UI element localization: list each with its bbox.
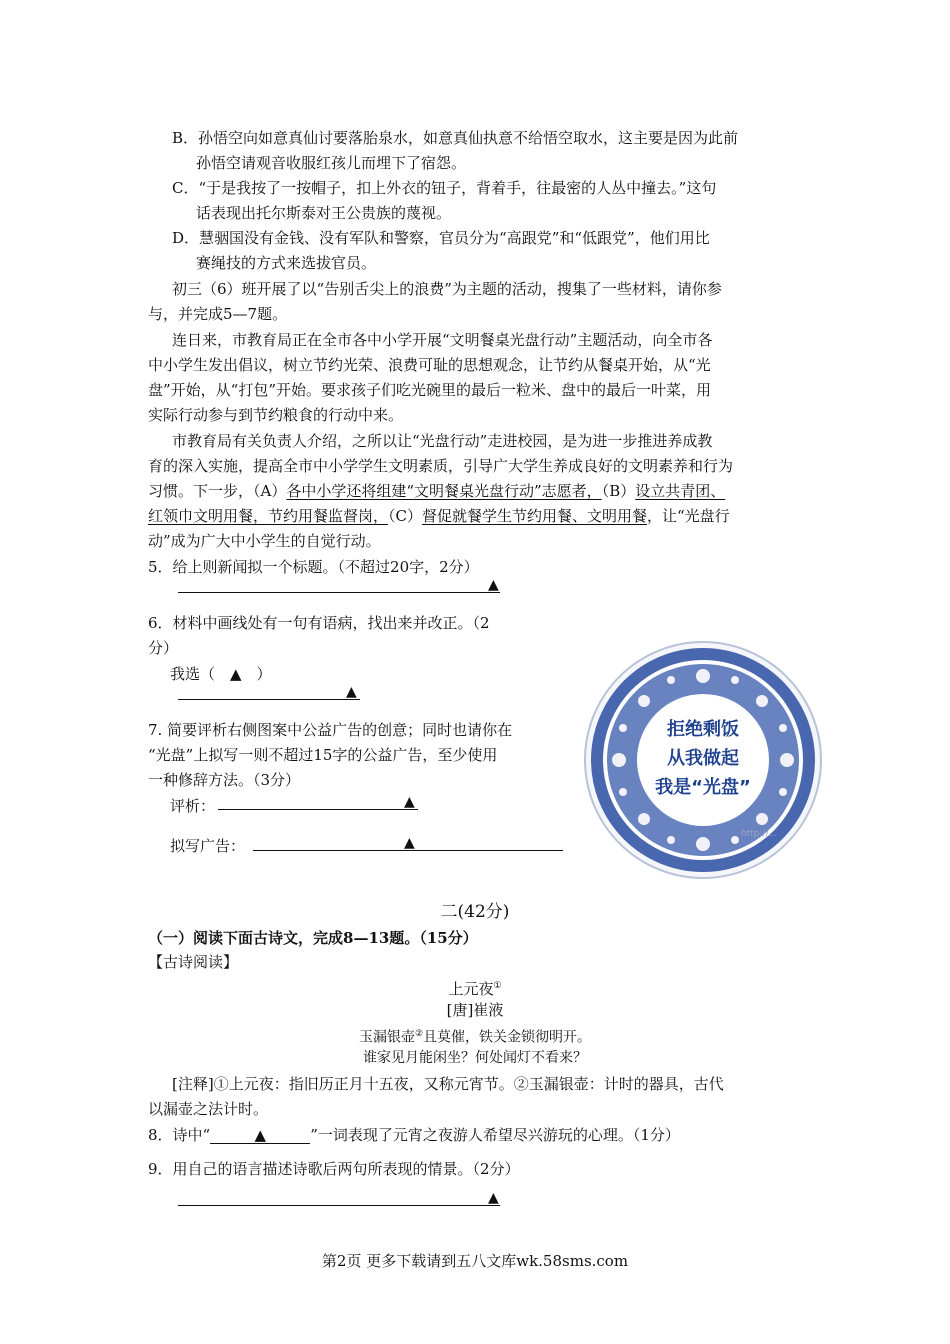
question-6-choose: 我选（ ▲ ） xyxy=(170,665,272,683)
page-footer: 第2页 更多下载请到五八文库wk.58sms.com xyxy=(321,1252,629,1270)
poem-text: 且莫催，铁关金锁彻明开。 xyxy=(423,1029,592,1046)
answer-blank-6[interactable] xyxy=(178,699,360,700)
option-c-line1: C．“于是我按了一按帽子，扣上外衣的钮子，背着手，往最密的人丛中撞去。”这句 xyxy=(172,179,717,197)
triangle-icon: ▲ xyxy=(254,1126,266,1144)
news-line-7 xyxy=(148,481,725,501)
option-d-line1: D．慧骃国没有金钱、没有军队和警察，官员分为“高跟党”和“低跟党”，他们用比 xyxy=(172,229,710,247)
q8-text: ”一词表现了元宵之夜游人希望尽兴游玩的心理。（1分） xyxy=(310,1126,680,1144)
triangle-icon: ▲ xyxy=(488,1190,499,1206)
answer-blank-8[interactable] xyxy=(210,1127,310,1144)
underlined-c: 督促就餐学生节约用餐、文明用餐 xyxy=(422,507,648,525)
poem-text: 玉漏银壶 xyxy=(358,1029,415,1046)
news-text: （B） xyxy=(601,482,636,500)
plate-text-2: 从我做起 xyxy=(667,748,739,769)
news-line: 动”成为广大中小学生的自觉行动。 xyxy=(148,532,381,550)
news-text: ，让“光盘行 xyxy=(647,507,730,525)
news-line: 市教育局有关负责人介绍，之所以让“光盘行动”走进校园，是为进一步推进养成教 xyxy=(172,432,713,450)
poem-line-1 xyxy=(0,1024,950,1048)
poem-title-note: ① xyxy=(493,981,502,991)
blue-white-plate-illustration xyxy=(583,640,823,880)
triangle-icon: ▲ xyxy=(488,577,499,593)
plate-watermark: http://... xyxy=(740,829,778,839)
poem-line-2: 谁家见月能闲坐？何处闻灯不看来？ xyxy=(363,1050,587,1066)
news-line: 育的深入实施，提高全市中小学学生文明素质，引导广大学生养成良好的文明素养和行为 xyxy=(148,457,734,475)
poem-title-text: 上元夜 xyxy=(448,980,494,998)
section-2-sub: （一）阅读下面古诗文，完成8—13题。（15分） xyxy=(148,929,478,947)
q8-text: 8．诗中“ xyxy=(148,1126,211,1144)
underlined-b-cont: 红领巾文明用餐，节约用餐监督岗， xyxy=(148,507,389,525)
question-5: 5．给上则新闻拟一个标题。（不超过20字，2分） xyxy=(148,558,479,576)
news-text: （C） xyxy=(388,507,422,525)
q7-ad-label: 拟写广告： xyxy=(170,837,246,855)
news-line: 连日来，市教育局正在全市各中小学开展“文明餐桌光盘行动”主题活动，向全市各 xyxy=(172,331,713,349)
question-9: 9．用自己的语言描述诗歌后两句所表现的情景。（2分） xyxy=(148,1160,520,1178)
question-7-line1: 7. 简要评析右侧图案中公益广告的创意；同时也请你在 xyxy=(148,721,513,739)
question-7-line3: 一种修辞方法。（3分） xyxy=(148,771,301,789)
option-d-line2: 赛绳技的方式来选拔官员。 xyxy=(196,254,377,272)
section-2-title: 二(42分) xyxy=(440,902,510,922)
intro-line1: 初三（6）班开展了以“告别舌尖上的浪费”为主题的活动，搜集了一些材料，请你参 xyxy=(172,280,722,298)
answer-blank-7-eval[interactable] xyxy=(218,809,418,810)
question-8 xyxy=(148,1125,680,1145)
triangle-icon: ▲ xyxy=(404,794,415,810)
option-b-line1: B．孙悟空向如意真仙讨要落胎泉水，如意真仙执意不给悟空取水，这主要是因为此前 xyxy=(172,129,739,147)
question-7-line2: “光盘”上拟写一则不超过15字的公益广告，至少使用 xyxy=(148,746,498,764)
triangle-icon: ▲ xyxy=(346,684,357,700)
answer-blank-5[interactable] xyxy=(178,592,500,593)
section-2-tag: 【古诗阅读】 xyxy=(148,953,239,971)
triangle-icon: ▲ xyxy=(404,835,415,851)
option-b-line2: 孙悟空请观音收服红孩儿而埋下了宿怨。 xyxy=(196,154,467,172)
news-line: 中小学生发出倡议，树立节约光荣、浪费可耻的思想观念，让节约从餐桌开始，从“光 xyxy=(148,356,711,374)
answer-blank-9[interactable] xyxy=(178,1205,500,1206)
option-c-line2: 话表现出托尔斯泰对王公贵族的蔑视。 xyxy=(196,204,452,222)
news-line-8 xyxy=(148,506,730,526)
question-6-line1: 6．材料中画线处有一句有语病，找出来并改正。（2 xyxy=(148,614,490,632)
underlined-b: 设立共青团、 xyxy=(635,482,726,500)
news-text: 习惯。下一步，（A） xyxy=(148,482,287,500)
poem-note-mark: ② xyxy=(414,1029,424,1039)
news-line: 盘”开始，从“打包”开始。要求孩子们吃光碗里的最后一粒米、盘中的最后一叶菜，用 xyxy=(148,381,712,399)
poem-author: [唐]崔液 xyxy=(446,1001,504,1019)
plate-text-1: 拒绝剩饭 xyxy=(667,719,739,740)
intro-line2: 与，并完成5—7题。 xyxy=(148,305,288,323)
news-line: 实际行动参与到节约粮食的行动中来。 xyxy=(148,406,404,424)
notes-line2: 以漏壶之法计时。 xyxy=(148,1100,269,1118)
poem-title xyxy=(0,976,950,999)
question-6-line2: 分） xyxy=(148,639,179,657)
q7-eval-label: 评析： xyxy=(170,797,216,815)
underlined-a: 各中小学还将组建“文明餐桌光盘行动”志愿者， xyxy=(286,482,602,500)
plate-text-3: 我是“光盘” xyxy=(655,777,751,798)
notes-line1: [注释]①上元夜：指旧历正月十五夜，又称元宵节。②玉漏银壶：计时的器具，古代 xyxy=(172,1075,724,1093)
